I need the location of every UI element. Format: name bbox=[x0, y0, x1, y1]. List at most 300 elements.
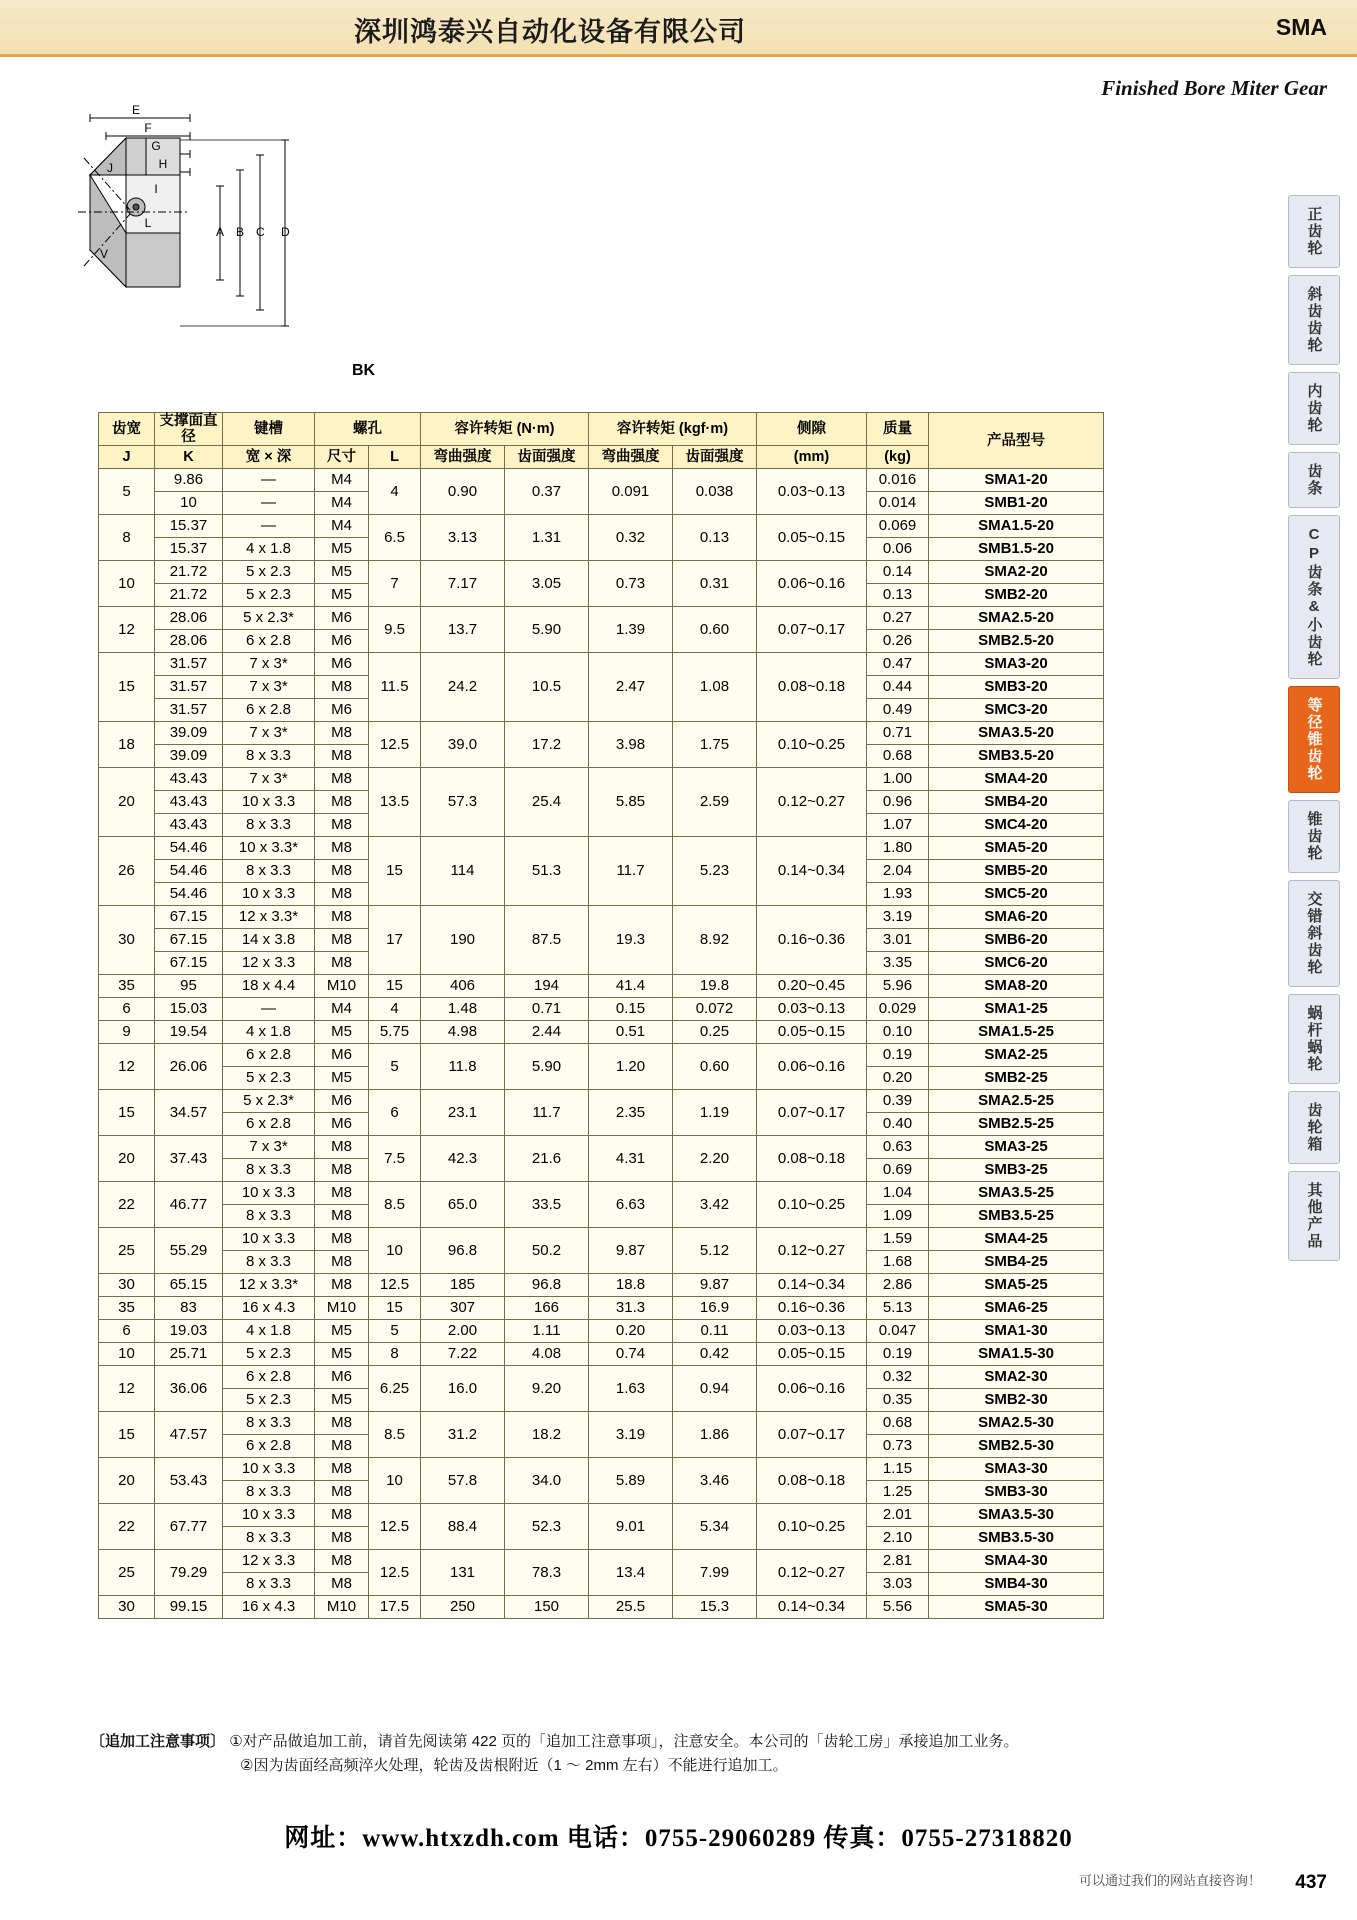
rail-tab-1[interactable] bbox=[1288, 275, 1340, 365]
cell-l: 4 bbox=[369, 469, 421, 515]
cell-surface-nm: 3.05 bbox=[505, 561, 589, 607]
table-row bbox=[99, 1021, 1104, 1044]
cell-model: SMA1-30 bbox=[929, 1320, 1104, 1343]
table-row bbox=[99, 1366, 1104, 1389]
cell-surface-nm: 17.2 bbox=[505, 722, 589, 768]
cell-backlash: 0.03~0.13 bbox=[757, 469, 867, 515]
cell-bend-kgf: 41.4 bbox=[589, 975, 673, 998]
rail-tab-4[interactable] bbox=[1288, 515, 1340, 679]
cell-model: SMB2.5-20 bbox=[929, 630, 1104, 653]
cell-mass: 1.04 bbox=[867, 1182, 929, 1205]
table-row bbox=[99, 906, 1104, 929]
cell-surface-nm: 52.3 bbox=[505, 1504, 589, 1550]
cell-model: SMA2-20 bbox=[929, 561, 1104, 584]
cell-model: SMA2-30 bbox=[929, 1366, 1104, 1389]
cell-model: SMB1.5-20 bbox=[929, 538, 1104, 561]
cell-model: SMA3.5-25 bbox=[929, 1182, 1104, 1205]
cell-j: 25 bbox=[99, 1550, 155, 1596]
rail-tab-3[interactable] bbox=[1288, 452, 1340, 508]
cell-k: 36.06 bbox=[155, 1366, 223, 1412]
cell-model: SMA6-25 bbox=[929, 1297, 1104, 1320]
cell-keyway: 7 x 3* bbox=[223, 653, 315, 676]
cell-backlash: 0.10~0.25 bbox=[757, 1182, 867, 1228]
category-tab-rail bbox=[1288, 195, 1340, 1268]
cell-surface-kgf: 3.46 bbox=[673, 1458, 757, 1504]
cell-mass: 0.96 bbox=[867, 791, 929, 814]
svg-text:E: E bbox=[131, 103, 141, 117]
cell-keyway: 8 x 3.3 bbox=[223, 1412, 315, 1435]
cell-model: SMB1-20 bbox=[929, 492, 1104, 515]
cell-keyway: 16 x 4.3 bbox=[223, 1596, 315, 1619]
rail-tab-label: 内齿轮 bbox=[1305, 383, 1323, 434]
cell-model: SMA2-25 bbox=[929, 1044, 1104, 1067]
cell-mass: 0.49 bbox=[867, 699, 929, 722]
cell-mass: 0.06 bbox=[867, 538, 929, 561]
cell-model: SMB4-25 bbox=[929, 1251, 1104, 1274]
cell-surface-nm: 33.5 bbox=[505, 1182, 589, 1228]
cell-backlash: 0.06~0.16 bbox=[757, 1366, 867, 1412]
rail-tab-2[interactable] bbox=[1288, 372, 1340, 445]
cell-surface-kgf: 0.60 bbox=[673, 607, 757, 653]
cell-surface-nm: 0.71 bbox=[505, 998, 589, 1021]
th-backlash-unit: (mm) bbox=[757, 446, 867, 469]
svg-text:G: G bbox=[151, 139, 161, 153]
cell-mass: 5.13 bbox=[867, 1297, 929, 1320]
cell-mass: 0.047 bbox=[867, 1320, 929, 1343]
cell-mass: 2.10 bbox=[867, 1527, 929, 1550]
cell-surface-kgf: 1.19 bbox=[673, 1090, 757, 1136]
cell-k: 15.03 bbox=[155, 998, 223, 1021]
cell-model: SMB3.5-20 bbox=[929, 745, 1104, 768]
cell-screw: M8 bbox=[315, 1412, 369, 1435]
rail-tab-10[interactable] bbox=[1288, 1171, 1340, 1261]
cell-k: 53.43 bbox=[155, 1458, 223, 1504]
cell-screw: M8 bbox=[315, 1274, 369, 1297]
cell-backlash: 0.12~0.27 bbox=[757, 768, 867, 837]
cell-bend-kgf: 0.73 bbox=[589, 561, 673, 607]
cell-screw: M10 bbox=[315, 975, 369, 998]
cell-k: 31.57 bbox=[155, 699, 223, 722]
cell-surface-nm: 166 bbox=[505, 1297, 589, 1320]
cell-backlash: 0.14~0.34 bbox=[757, 837, 867, 906]
cell-mass: 0.27 bbox=[867, 607, 929, 630]
cell-screw: M5 bbox=[315, 561, 369, 584]
cell-mass: 0.029 bbox=[867, 998, 929, 1021]
rail-tab-label: 斜齿齿轮 bbox=[1305, 286, 1323, 354]
cell-bend-nm: 31.2 bbox=[421, 1412, 505, 1458]
cell-mass: 1.25 bbox=[867, 1481, 929, 1504]
svg-text:L: L bbox=[144, 216, 152, 230]
cell-screw: M8 bbox=[315, 1205, 369, 1228]
cell-mass: 0.47 bbox=[867, 653, 929, 676]
cell-l: 12.5 bbox=[369, 1274, 421, 1297]
cell-bend-kgf: 25.5 bbox=[589, 1596, 673, 1619]
notes-title: 〔追加工注意事项〕 bbox=[90, 1733, 226, 1750]
cell-backlash: 0.08~0.18 bbox=[757, 1136, 867, 1182]
cell-mass: 1.93 bbox=[867, 883, 929, 906]
cell-model: SMB2-30 bbox=[929, 1389, 1104, 1412]
cell-screw: M8 bbox=[315, 1550, 369, 1573]
cell-bend-nm: 57.8 bbox=[421, 1458, 505, 1504]
th-model: 产品型号 bbox=[929, 413, 1104, 469]
cell-bend-kgf: 3.19 bbox=[589, 1412, 673, 1458]
table-row bbox=[99, 768, 1104, 791]
th-bend-kgf: 弯曲强度 bbox=[589, 446, 673, 469]
svg-text:J: J bbox=[107, 161, 113, 175]
rail-tab-7[interactable] bbox=[1288, 880, 1340, 987]
cell-j: 6 bbox=[99, 1320, 155, 1343]
cell-keyway: 6 x 2.8 bbox=[223, 1435, 315, 1458]
table-row bbox=[99, 1550, 1104, 1573]
cell-screw: M8 bbox=[315, 1527, 369, 1550]
cell-model: SMA5-30 bbox=[929, 1596, 1104, 1619]
cell-keyway: 7 x 3* bbox=[223, 722, 315, 745]
cell-keyway: 4 x 1.8 bbox=[223, 1320, 315, 1343]
th-surface-kgf: 齿面强度 bbox=[673, 446, 757, 469]
cell-surface-nm: 9.20 bbox=[505, 1366, 589, 1412]
rail-tab-6[interactable] bbox=[1288, 800, 1340, 873]
cell-surface-kgf: 0.60 bbox=[673, 1044, 757, 1090]
cell-bend-kgf: 5.85 bbox=[589, 768, 673, 837]
footer-note: 可以通过我们的网站直接咨询！ bbox=[1078, 1873, 1261, 1888]
footer-contact: 网址：www.htxzdh.com 电话：0755-29060289 传真：0755-27318820 bbox=[284, 1825, 1073, 1852]
cell-keyway: 5 x 2.3* bbox=[223, 607, 315, 630]
cell-keyway: 12 x 3.3* bbox=[223, 906, 315, 929]
cell-k: 83 bbox=[155, 1297, 223, 1320]
cell-surface-kgf: 1.75 bbox=[673, 722, 757, 768]
cell-model: SMB6-20 bbox=[929, 929, 1104, 952]
cell-screw: M8 bbox=[315, 1573, 369, 1596]
cell-k: 15.37 bbox=[155, 538, 223, 561]
cell-k: 55.29 bbox=[155, 1228, 223, 1274]
cell-model: SMA4-25 bbox=[929, 1228, 1104, 1251]
cell-bend-kgf: 2.47 bbox=[589, 653, 673, 722]
cell-screw: M8 bbox=[315, 906, 369, 929]
cell-screw: M8 bbox=[315, 791, 369, 814]
cell-model: SMA3-30 bbox=[929, 1458, 1104, 1481]
cell-bend-kgf: 6.63 bbox=[589, 1182, 673, 1228]
cell-k: 46.77 bbox=[155, 1182, 223, 1228]
cell-surface-kgf: 5.23 bbox=[673, 837, 757, 906]
svg-text:I: I bbox=[154, 182, 158, 196]
svg-text:D: D bbox=[281, 225, 290, 239]
cell-mass: 0.069 bbox=[867, 515, 929, 538]
cell-surface-kgf: 0.94 bbox=[673, 1366, 757, 1412]
cell-l: 15 bbox=[369, 1297, 421, 1320]
table-row bbox=[99, 1182, 1104, 1205]
cell-bend-nm: 65.0 bbox=[421, 1182, 505, 1228]
cell-bend-nm: 96.8 bbox=[421, 1228, 505, 1274]
cell-backlash: 0.05~0.15 bbox=[757, 515, 867, 561]
cell-l: 10 bbox=[369, 1458, 421, 1504]
cell-surface-kgf: 3.42 bbox=[673, 1182, 757, 1228]
cell-model: SMA2.5-30 bbox=[929, 1412, 1104, 1435]
rail-tab-label: 齿轮箱 bbox=[1305, 1102, 1323, 1153]
cell-screw: M8 bbox=[315, 1182, 369, 1205]
cell-mass: 0.19 bbox=[867, 1044, 929, 1067]
cell-j: 30 bbox=[99, 1596, 155, 1619]
cell-k: 39.09 bbox=[155, 722, 223, 745]
cell-bend-nm: 4.98 bbox=[421, 1021, 505, 1044]
cell-surface-nm: 194 bbox=[505, 975, 589, 998]
svg-text:C: C bbox=[256, 225, 265, 239]
cell-surface-kgf: 0.13 bbox=[673, 515, 757, 561]
th-mass: 质量 bbox=[867, 413, 929, 446]
cell-backlash: 0.12~0.27 bbox=[757, 1550, 867, 1596]
rail-tab-0[interactable] bbox=[1288, 195, 1340, 268]
cell-screw: M6 bbox=[315, 1044, 369, 1067]
cell-j: 20 bbox=[99, 1458, 155, 1504]
cell-keyway: 7 x 3* bbox=[223, 676, 315, 699]
cell-keyway: 18 x 4.4 bbox=[223, 975, 315, 998]
cell-model: SMA1.5-20 bbox=[929, 515, 1104, 538]
cell-mass: 0.20 bbox=[867, 1067, 929, 1090]
cell-bend-kgf: 0.32 bbox=[589, 515, 673, 561]
cell-backlash: 0.10~0.25 bbox=[757, 722, 867, 768]
cell-keyway: — bbox=[223, 469, 315, 492]
cell-j: 15 bbox=[99, 1412, 155, 1458]
cell-mass: 5.56 bbox=[867, 1596, 929, 1619]
cell-surface-nm: 25.4 bbox=[505, 768, 589, 837]
cell-mass: 0.13 bbox=[867, 584, 929, 607]
cell-l: 8 bbox=[369, 1343, 421, 1366]
cell-model: SMA6-20 bbox=[929, 906, 1104, 929]
cell-bend-kgf: 3.98 bbox=[589, 722, 673, 768]
cell-j: 15 bbox=[99, 653, 155, 722]
cell-model: SMC5-20 bbox=[929, 883, 1104, 906]
cell-mass: 0.14 bbox=[867, 561, 929, 584]
cell-screw: M5 bbox=[315, 1067, 369, 1090]
cell-backlash: 0.16~0.36 bbox=[757, 1297, 867, 1320]
cell-bend-nm: 250 bbox=[421, 1596, 505, 1619]
th-key-size: 宽 × 深 bbox=[223, 446, 315, 469]
cell-bend-kgf: 0.15 bbox=[589, 998, 673, 1021]
specification-table bbox=[98, 412, 1104, 1619]
cell-j: 8 bbox=[99, 515, 155, 561]
series-code: SMA bbox=[1275, 14, 1327, 40]
gear-dimension-drawing bbox=[70, 100, 370, 340]
cell-surface-nm: 10.5 bbox=[505, 653, 589, 722]
cell-k: 15.37 bbox=[155, 515, 223, 538]
cell-mass: 2.81 bbox=[867, 1550, 929, 1573]
cell-bend-nm: 185 bbox=[421, 1274, 505, 1297]
th-bend-nm: 弯曲强度 bbox=[421, 446, 505, 469]
cell-surface-nm: 87.5 bbox=[505, 906, 589, 975]
cell-mass: 0.68 bbox=[867, 745, 929, 768]
cell-bend-nm: 307 bbox=[421, 1297, 505, 1320]
rail-tab-5[interactable] bbox=[1288, 686, 1340, 793]
cell-screw: M4 bbox=[315, 469, 369, 492]
cell-screw: M8 bbox=[315, 883, 369, 906]
cell-k: 9.86 bbox=[155, 469, 223, 492]
cell-keyway: 10 x 3.3 bbox=[223, 791, 315, 814]
cell-keyway: 5 x 2.3 bbox=[223, 1389, 315, 1412]
table-row bbox=[99, 998, 1104, 1021]
cell-surface-nm: 18.2 bbox=[505, 1412, 589, 1458]
cell-surface-kgf: 8.92 bbox=[673, 906, 757, 975]
cell-k: 21.72 bbox=[155, 561, 223, 584]
table-row bbox=[99, 1228, 1104, 1251]
cell-mass: 1.68 bbox=[867, 1251, 929, 1274]
cell-model: SMB4-30 bbox=[929, 1573, 1104, 1596]
cell-surface-kgf: 19.8 bbox=[673, 975, 757, 998]
cell-l: 11.5 bbox=[369, 653, 421, 722]
cell-bend-nm: 0.90 bbox=[421, 469, 505, 515]
cell-keyway: 5 x 2.3 bbox=[223, 1067, 315, 1090]
cell-backlash: 0.20~0.45 bbox=[757, 975, 867, 998]
cell-j: 20 bbox=[99, 768, 155, 837]
cell-backlash: 0.10~0.25 bbox=[757, 1504, 867, 1550]
cell-keyway: 6 x 2.8 bbox=[223, 1113, 315, 1136]
cell-screw: M6 bbox=[315, 1113, 369, 1136]
cell-bend-nm: 24.2 bbox=[421, 653, 505, 722]
cell-keyway: 5 x 2.3* bbox=[223, 1090, 315, 1113]
rail-tab-9[interactable] bbox=[1288, 1091, 1340, 1164]
cell-j: 30 bbox=[99, 906, 155, 975]
cell-surface-nm: 21.6 bbox=[505, 1136, 589, 1182]
cell-l: 15 bbox=[369, 837, 421, 906]
page-subtitle: Finished Bore Miter Gear bbox=[1101, 76, 1327, 100]
cell-mass: 0.68 bbox=[867, 1412, 929, 1435]
cell-k: 34.57 bbox=[155, 1090, 223, 1136]
cell-model: SMB4-20 bbox=[929, 791, 1104, 814]
cell-surface-nm: 50.2 bbox=[505, 1228, 589, 1274]
cell-bend-nm: 23.1 bbox=[421, 1090, 505, 1136]
cell-keyway: 6 x 2.8 bbox=[223, 1044, 315, 1067]
table-row bbox=[99, 1136, 1104, 1159]
cell-screw: M8 bbox=[315, 837, 369, 860]
cell-surface-kgf: 0.25 bbox=[673, 1021, 757, 1044]
cell-keyway: 10 x 3.3* bbox=[223, 837, 315, 860]
cell-keyway: 6 x 2.8 bbox=[223, 699, 315, 722]
cell-mass: 0.26 bbox=[867, 630, 929, 653]
cell-backlash: 0.07~0.17 bbox=[757, 1090, 867, 1136]
cell-mass: 0.73 bbox=[867, 1435, 929, 1458]
cell-screw: M6 bbox=[315, 653, 369, 676]
cell-backlash: 0.05~0.15 bbox=[757, 1021, 867, 1044]
cell-mass: 2.01 bbox=[867, 1504, 929, 1527]
gear-drawing-svg bbox=[70, 100, 370, 350]
cell-screw: M8 bbox=[315, 1136, 369, 1159]
cell-screw: M6 bbox=[315, 630, 369, 653]
cell-keyway: 10 x 3.3 bbox=[223, 1182, 315, 1205]
cell-keyway: 8 x 3.3 bbox=[223, 1159, 315, 1182]
cell-k: 19.54 bbox=[155, 1021, 223, 1044]
cell-j: 35 bbox=[99, 1297, 155, 1320]
cell-screw: M6 bbox=[315, 1090, 369, 1113]
cell-keyway: — bbox=[223, 515, 315, 538]
cell-screw: M8 bbox=[315, 814, 369, 837]
cell-screw: M8 bbox=[315, 1228, 369, 1251]
cell-screw: M8 bbox=[315, 1251, 369, 1274]
cell-surface-nm: 1.11 bbox=[505, 1320, 589, 1343]
cell-keyway: 5 x 2.3 bbox=[223, 561, 315, 584]
cell-screw: M5 bbox=[315, 584, 369, 607]
rail-tab-label: 等径锥齿轮 bbox=[1305, 697, 1323, 782]
cell-model: SMA3-25 bbox=[929, 1136, 1104, 1159]
cell-k: 43.43 bbox=[155, 814, 223, 837]
cell-k: 39.09 bbox=[155, 745, 223, 768]
cell-j: 30 bbox=[99, 1274, 155, 1297]
table-row bbox=[99, 653, 1104, 676]
cell-keyway: 5 x 2.3 bbox=[223, 584, 315, 607]
th-l: L bbox=[369, 446, 421, 469]
cell-bend-nm: 57.3 bbox=[421, 768, 505, 837]
cell-model: SMB3-25 bbox=[929, 1159, 1104, 1182]
cell-model: SMC6-20 bbox=[929, 952, 1104, 975]
cell-backlash: 0.03~0.13 bbox=[757, 1320, 867, 1343]
cell-k: 21.72 bbox=[155, 584, 223, 607]
cell-screw: M4 bbox=[315, 492, 369, 515]
cell-screw: M10 bbox=[315, 1596, 369, 1619]
notes-line-1: ①对产品做追加工前，请首先阅读第 422 页的「追加工注意事项」，注意安全。本公司的「齿轮工房」承接追加工业务。 bbox=[229, 1733, 1019, 1750]
cell-model: SMB2.5-25 bbox=[929, 1113, 1104, 1136]
cell-l: 6.5 bbox=[369, 515, 421, 561]
cell-keyway: 6 x 2.8 bbox=[223, 1366, 315, 1389]
cell-backlash: 0.14~0.34 bbox=[757, 1596, 867, 1619]
cell-k: 54.46 bbox=[155, 860, 223, 883]
cell-screw: M6 bbox=[315, 1366, 369, 1389]
company-name: 深圳鸿泰兴自动化设备有限公司 bbox=[354, 17, 746, 47]
cell-mass: 1.59 bbox=[867, 1228, 929, 1251]
cell-l: 13.5 bbox=[369, 768, 421, 837]
cell-backlash: 0.08~0.18 bbox=[757, 653, 867, 722]
cell-screw: M4 bbox=[315, 998, 369, 1021]
th-width: 齿宽 bbox=[99, 413, 155, 446]
specification-table-body bbox=[99, 469, 1104, 1619]
cell-screw: M8 bbox=[315, 1481, 369, 1504]
cell-screw: M8 bbox=[315, 1458, 369, 1481]
rail-tab-8[interactable] bbox=[1288, 994, 1340, 1084]
cell-surface-kgf: 1.08 bbox=[673, 653, 757, 722]
cell-mass: 0.10 bbox=[867, 1021, 929, 1044]
cell-model: SMB2.5-30 bbox=[929, 1435, 1104, 1458]
cell-surface-nm: 11.7 bbox=[505, 1090, 589, 1136]
cell-keyway: 8 x 3.3 bbox=[223, 1251, 315, 1274]
cell-model: SMA2.5-20 bbox=[929, 607, 1104, 630]
cell-l: 12.5 bbox=[369, 722, 421, 768]
th-keyway: 键槽 bbox=[223, 413, 315, 446]
cell-model: SMB3.5-25 bbox=[929, 1205, 1104, 1228]
rail-tab-label: 锥齿轮 bbox=[1305, 811, 1323, 862]
cell-keyway: 8 x 3.3 bbox=[223, 860, 315, 883]
cell-model: SMA4-30 bbox=[929, 1550, 1104, 1573]
cell-j: 9 bbox=[99, 1021, 155, 1044]
cell-model: SMA1.5-30 bbox=[929, 1343, 1104, 1366]
cell-mass: 0.40 bbox=[867, 1113, 929, 1136]
cell-mass: 1.15 bbox=[867, 1458, 929, 1481]
cell-l: 12.5 bbox=[369, 1504, 421, 1550]
cell-surface-nm: 5.90 bbox=[505, 1044, 589, 1090]
cell-mass: 0.71 bbox=[867, 722, 929, 745]
cell-mass: 2.86 bbox=[867, 1274, 929, 1297]
cell-bend-nm: 7.22 bbox=[421, 1343, 505, 1366]
cell-k: 25.71 bbox=[155, 1343, 223, 1366]
cell-mass: 1.07 bbox=[867, 814, 929, 837]
cell-surface-kgf: 0.31 bbox=[673, 561, 757, 607]
svg-text:H: H bbox=[158, 157, 168, 171]
cell-mass: 3.19 bbox=[867, 906, 929, 929]
cell-screw: M8 bbox=[315, 768, 369, 791]
cell-mass: 3.01 bbox=[867, 929, 929, 952]
table-row bbox=[99, 975, 1104, 998]
cell-screw: M5 bbox=[315, 1343, 369, 1366]
cell-bend-kgf: 31.3 bbox=[589, 1297, 673, 1320]
cell-surface-nm: 51.3 bbox=[505, 837, 589, 906]
cell-bend-kgf: 0.74 bbox=[589, 1343, 673, 1366]
cell-screw: M8 bbox=[315, 722, 369, 745]
cell-k: 99.15 bbox=[155, 1596, 223, 1619]
